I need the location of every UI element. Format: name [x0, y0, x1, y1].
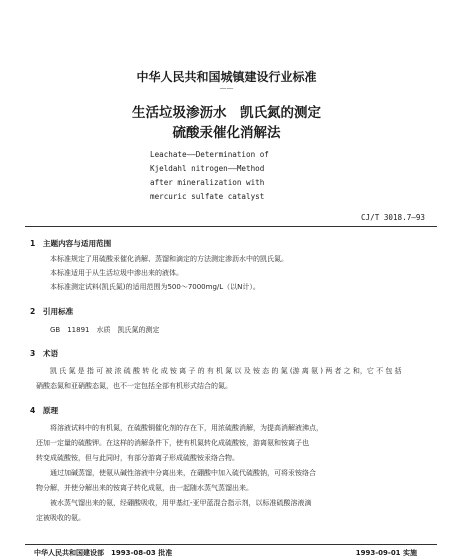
english-title-line-1: Leachate——Determination of	[150, 150, 269, 159]
section-2-line: GB 11891 水质 凯氏氮的测定	[50, 326, 160, 334]
section-4-line-6: 被水蒸气馏出来的氨，经硼酸吸收，用甲基红-亚甲蓝混合指示剂，以标准硫酸溶液滴	[50, 499, 312, 507]
section-2-heading: 2 引用标准	[30, 307, 74, 316]
footer-divider	[25, 544, 437, 545]
section-3-heading: 3 术语	[30, 349, 59, 358]
standard-category-header: 中华人民共和国城镇建设行业标准	[136, 70, 317, 84]
section-1-heading: 1 主题内容与适用范围	[30, 239, 112, 248]
section-4-line-4: 通过加碱蒸馏，使氨从碱性溶液中分离出来，在硼酸中加入硫代硫酸钠，可将汞铵络合	[50, 469, 316, 477]
section-4-line-5: 物分解，并使分解出来的铵离子转化成氨，由一起随水蒸气蒸馏出来。	[36, 484, 253, 492]
section-1-line-1: 本标准规定了用硫酸汞催化消解、蒸馏和滴定的方法测定渗沥水中的凯氏氮。	[50, 255, 288, 263]
document-title-line-2: 硫酸汞催化消解法	[172, 125, 281, 141]
section-3-line-1: 凯 氏 氮 是 指 可 被 浓 硫 酸 转 化 成 铵 离 子 的 有 机 氮 以 及 铵 态 的 氮 (游 离 氨 ) 两 者 之 和，它 不 包 括	[50, 367, 402, 375]
section-4-heading: 4 原理	[30, 406, 59, 415]
section-1-line-2: 本标准适用于从生活垃圾中渗出来的液体。	[50, 269, 183, 277]
english-title-line-2: Kjeldahl nitrogen——Method	[150, 164, 265, 173]
section-4-line-7: 定被吸收的氨。	[36, 514, 85, 522]
section-4-line-1: 将溶液试料中的有机氮，在硫酸铜催化剂的存在下，用浓硫酸消解，为提高消解液沸点，	[50, 424, 323, 432]
footer-implementation: 1993-09-01 实施	[355, 549, 417, 557]
header-dash: ——	[219, 84, 234, 92]
section-4-line-2: 还加一定量的硫酸钾。在这样的消解条件下，使有机氮转化成硫酸铵，游离氨和铵离子也	[36, 439, 309, 447]
header-divider	[25, 226, 437, 227]
document-title-line-1: 生活垃圾渗沥水 凯氏氮的测定	[132, 105, 321, 121]
english-title-line-4: mercuric sulfate catalyst	[150, 192, 265, 201]
standard-code: CJ/T 3018.7—93	[360, 213, 425, 222]
section-1-line-3: 本标准测定试料(凯氏氮)的适用范围为500～7000mg/L（以N计）。	[50, 283, 260, 291]
footer-approval: 中华人民共和国建设部 1993-08-03 批准	[34, 549, 173, 557]
section-4-line-3: 转变成硫酸铵，但与此同时，有部分游离子形成硫酸铵汞络合物。	[36, 454, 239, 462]
section-3-line-2: 硝酸态氮和亚硝酸态氮，也不一定包括全部有机形式结合的氮。	[36, 382, 232, 390]
english-title-line-3: after mineralization with	[150, 178, 265, 187]
